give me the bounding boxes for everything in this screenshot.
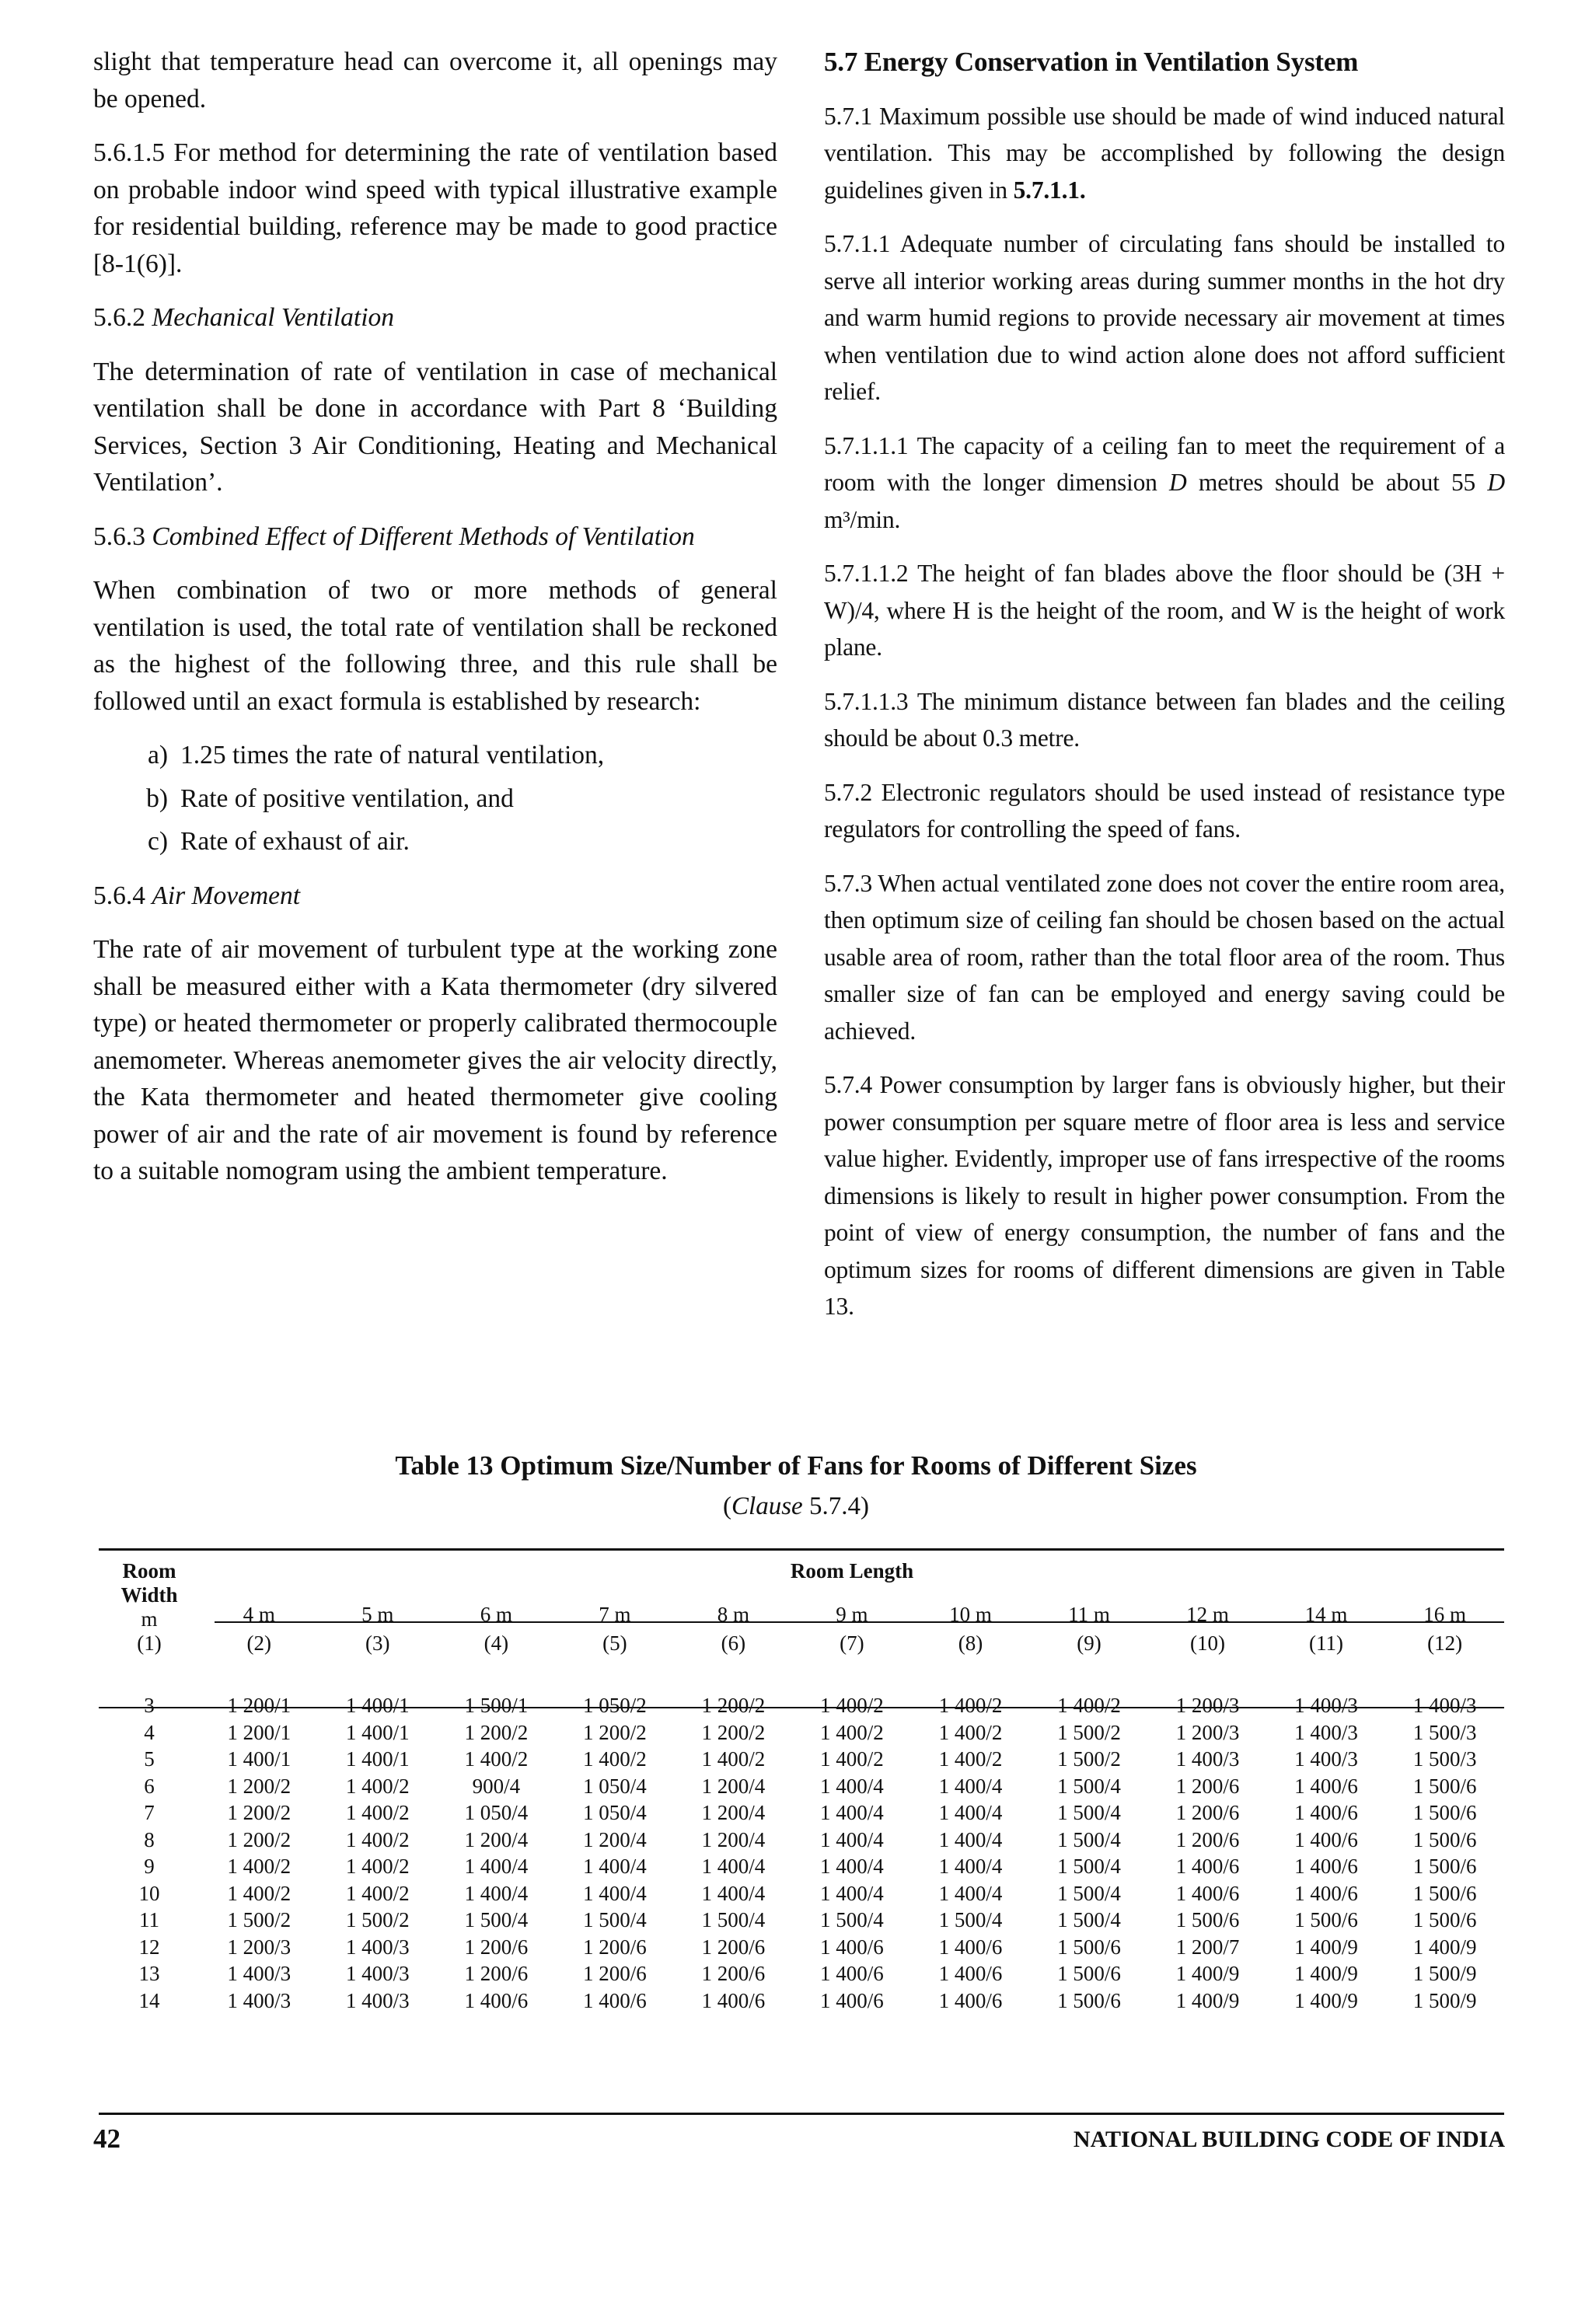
clause-5-7-2: 5.7.2 Electronic regulators should be used instead of resistance type regulators for controlling the speed of fans. [824, 778, 1505, 843]
table-cell: 1 400/6 [1175, 1881, 1240, 1905]
room-width-header: Room Width m [120, 1559, 178, 1631]
room-width-cell: 9 [144, 1855, 155, 1878]
clause-number: 5.7.4 [824, 1071, 873, 1098]
table-cell: 1 500/4 [1057, 1774, 1121, 1798]
table-cell: 1 400/4 [464, 1855, 529, 1878]
left-column [93, 44, 777, 1207]
table-cell: 1 400/2 [345, 1881, 410, 1905]
table-row [99, 1773, 1504, 1800]
table-cell: 1 200/3 [227, 1935, 292, 1959]
table-cell: 1 400/2 [227, 1855, 292, 1878]
table-cell: 1 500/6 [1057, 1962, 1121, 1985]
table-cell: 1 200/4 [701, 1801, 766, 1824]
table-cell: 1 400/2 [345, 1774, 410, 1798]
table-cell: 1 500/6 [1057, 1935, 1121, 1959]
column-number-cell: (8) [958, 1631, 983, 1655]
clause-number: 5.7.1.1.1 [824, 431, 909, 459]
table-cell: 1 500/6 [1412, 1855, 1477, 1878]
table-cell: 1 400/6 [701, 1988, 766, 2012]
clause-number: 5.7.2 [824, 778, 873, 806]
clause-5-6-4-text: The rate of air movement of turbulent type at the working zone shall be measured either with a Kata thermometer (dry silvered type) or heated thermometer or properly calibrated thermocouple anemometer. Whereas anemometer gives the air velocity directly, the Kata thermometer and heated thermometer give cooling power of air and the rate of air movement is found by reference to a suitable nomogram using the ambient temperature. [93, 935, 777, 1185]
table-cell: 1 400/4 [701, 1855, 766, 1878]
table-cell: 1 500/4 [582, 1908, 647, 1931]
table-cell: 1 400/4 [820, 1774, 884, 1798]
table-row [99, 1827, 1504, 1854]
clause-title: Mechanical Ventilation [152, 303, 395, 332]
table-cell: 1 400/9 [1412, 1935, 1477, 1959]
table-cell: 1 200/2 [227, 1774, 292, 1798]
table-cell: 1 500/6 [1175, 1908, 1240, 1931]
table-cell: 1 500/6 [1412, 1827, 1477, 1851]
table-cell: 1 400/2 [1057, 1694, 1121, 1717]
table-cell: 1 200/2 [464, 1720, 529, 1744]
column-number-cell: (1) [137, 1631, 162, 1655]
length-header-cell: 16 m [1423, 1603, 1467, 1627]
column-number-cell: (3) [365, 1631, 390, 1655]
table-cell: 1 500/2 [1057, 1720, 1121, 1744]
table-cell: 1 400/4 [820, 1827, 884, 1851]
table-cell: 1 050/2 [582, 1694, 647, 1717]
table-cell: 1 400/3 [345, 1935, 410, 1959]
table-cell: 1 500/4 [1057, 1827, 1121, 1851]
table-cell: 1 400/4 [938, 1774, 1003, 1798]
clause-number: 5.7.1.1.2 [824, 560, 909, 587]
table-cell: 1 500/2 [227, 1908, 292, 1931]
clause-title: Combined Effect of Different Methods of Ventilation [152, 522, 695, 551]
table-top-rule [99, 1548, 1504, 1551]
table-cell: 1 400/3 [345, 1988, 410, 2012]
column-number-cell: (11) [1309, 1631, 1344, 1655]
table-cell: 1 050/4 [464, 1801, 529, 1824]
list-item: b) Rate of positive ventilation, and [146, 783, 514, 813]
clause-5-7-1-1-2: 5.7.1.1.2 The height of fan blades above the floor should be (3H + W)/4, where H is the height of the room, and W is the height of work plane. [824, 560, 1505, 661]
list-item: c) Rate of exhaust of air. [147, 827, 410, 856]
table-clause: (Clause 5.7.4) [723, 1492, 869, 1520]
table-cell: 1 400/4 [820, 1855, 884, 1878]
column-number-cell: (6) [721, 1631, 746, 1655]
clause-5-7-1-1-3: 5.7.1.1.3 The minimum distance between fan blades and the ceiling should be about 0.3 metre. [824, 687, 1505, 752]
table-cell: 1 200/6 [582, 1962, 647, 1985]
clause-5-7-3: 5.7.3 When actual ventilated zone does not cover the entire room area, then optimum size of ceiling fan should be chosen based on the actual usable area of room, rather than the total floor area of the room. Thus smaller size of fan can be employed and energy saving could be achieved. [824, 869, 1505, 1045]
clause-5-6-1-5 [93, 134, 777, 282]
table-cell: 1 500/6 [1412, 1881, 1477, 1905]
table-cell: 1 200/2 [227, 1801, 292, 1824]
paragraph-continuation: slight that temperature head can overcome it, all openings may be opened. [93, 47, 777, 113]
table-cell: 1 400/2 [227, 1881, 292, 1905]
table-cell: 1 400/3 [1294, 1720, 1358, 1744]
table-row [99, 1675, 1504, 1719]
table-cell: 1 400/6 [1294, 1881, 1358, 1905]
room-width-cell: 7 [144, 1801, 155, 1824]
table-cell: 1 400/3 [227, 1962, 292, 1985]
clause-number: 5.7.1 [824, 102, 873, 130]
clause-number: 5.6.2 [93, 303, 145, 332]
table-cell: 1 400/3 [1412, 1694, 1477, 1717]
table-cell: 1 200/6 [1175, 1827, 1240, 1851]
length-header-cell: 14 m [1304, 1603, 1348, 1627]
table-row [99, 1987, 1504, 2015]
length-header-cell: 9 m [836, 1603, 868, 1627]
table-cell: 1 400/2 [820, 1720, 884, 1744]
table-cell: 1 500/4 [1057, 1801, 1121, 1824]
room-length-header: Room Length [790, 1559, 914, 1582]
length-header-cell: 12 m [1186, 1603, 1229, 1627]
table-cell: 1 500/3 [1412, 1720, 1477, 1744]
room-width-cell: 4 [144, 1720, 155, 1744]
clause-5-7-1: 5.7.1 Maximum possible use should be made of wind induced natural ventilation. This may be accomplished by following the design guidelines given in 5.7.1.1. [824, 102, 1505, 204]
clause-5-7-4: 5.7.4 Power consumption by larger fans is obviously higher, but their power consumption per square metre of floor area is less and service value higher. Evidently, improper use of fans irrespective of the rooms dimensions is likely to result in higher power consumption. From the point of view of energy consumption, the number of fans and the optimum sizes for rooms of different dimensions are given in Table 13. [824, 1071, 1505, 1320]
length-header-cell: 11 m [1068, 1603, 1110, 1627]
table-cell: 1 050/4 [582, 1774, 647, 1798]
table-cell: 1 400/9 [1175, 1988, 1240, 2012]
table-cell: 1 400/3 [345, 1962, 410, 1985]
length-header-cell: 5 m [361, 1603, 394, 1627]
table-cell: 1 500/2 [345, 1908, 410, 1931]
heading-5-6-2 [93, 299, 777, 337]
column-number-cell: (2) [246, 1631, 271, 1655]
table-cell: 1 400/3 [1294, 1694, 1358, 1717]
table-cell: 1 400/4 [820, 1801, 884, 1824]
table-cell: 1 500/4 [1057, 1881, 1121, 1905]
table-cell: 1 500/6 [1412, 1801, 1477, 1824]
table-cell: 1 200/7 [1175, 1935, 1240, 1959]
clause-5-6-3-text: When combination of two or more methods of general ventilation is used, the total rate of ventilation shall be reckoned as the highest of the following three, and this rule shall be followed until an exact formula is established by research: [93, 576, 777, 716]
table-cell: 1 400/6 [820, 1988, 884, 2012]
table-cell: 1 500/9 [1412, 1988, 1477, 2012]
table-cell: 1 400/2 [345, 1855, 410, 1878]
table-cell: 1 400/9 [1294, 1935, 1358, 1959]
length-header-cell: 4 m [243, 1603, 275, 1627]
room-width-cell: 3 [144, 1694, 155, 1717]
room-width-cell: 11 [139, 1908, 159, 1931]
table-cell: 1 400/9 [1294, 1962, 1358, 1985]
clause-5-7-1-1-1: 5.7.1.1.1 The capacity of a ceiling fan to meet the requirement of a room with the longer dimension D metres should be about 55 D m³/min. [824, 431, 1505, 533]
table-cell: 1 200/3 [1175, 1694, 1240, 1717]
table-cell: 1 200/6 [701, 1962, 766, 1985]
room-width-cell: 8 [144, 1827, 155, 1851]
table-cell: 1 400/4 [701, 1881, 766, 1905]
table-cell: 1 500/4 [1057, 1855, 1121, 1878]
table-cell: 1 400/6 [1294, 1855, 1358, 1878]
table-cell: 1 400/4 [820, 1881, 884, 1905]
table-cell: 1 400/3 [1175, 1747, 1240, 1771]
table-cell: 1 500/4 [820, 1908, 884, 1931]
table-cell: 1 500/3 [1412, 1747, 1477, 1771]
table-cell: 1 400/2 [938, 1694, 1003, 1717]
column-number-cell: (7) [840, 1631, 864, 1655]
table-cell: 1 200/4 [582, 1827, 647, 1851]
table-cell: 1 400/6 [1294, 1827, 1358, 1851]
table-cell: 1 200/2 [582, 1720, 647, 1744]
clause-number: 5.7.1.1 [824, 230, 891, 257]
column-number-cell: (10) [1190, 1631, 1225, 1655]
table-cell: 1 400/2 [938, 1720, 1003, 1744]
table-cell: 1 400/6 [1294, 1801, 1358, 1824]
length-header-cell: 10 m [949, 1603, 992, 1627]
table-cell: 1 200/2 [227, 1827, 292, 1851]
page-number: 42 [93, 2123, 120, 2154]
table-cell: 1 500/6 [1412, 1908, 1477, 1931]
clause-number: 5.7.1.1.3 [824, 687, 909, 715]
table-cell: 1 200/2 [701, 1720, 766, 1744]
table-cell: 1 400/3 [227, 1988, 292, 2012]
clause-5-6-2-text: The determination of rate of ventilation in case of mechanical ventilation shall be done in accordance with Part 8 ‘Building Services, Section 3 Air Conditioning, Heating and Mechanical Ventilation’. [93, 357, 777, 497]
table-cell: 1 400/6 [582, 1988, 647, 2012]
table-cell: 1 400/4 [938, 1855, 1003, 1878]
table-cell: 1 200/6 [464, 1962, 529, 1985]
table-cell: 1 200/4 [701, 1774, 766, 1798]
table-cell: 1 400/2 [701, 1747, 766, 1771]
table-cell: 1 400/6 [938, 1935, 1003, 1959]
clause-ref: 5.7.1.1. [1013, 176, 1086, 204]
room-width-cell: 12 [138, 1935, 160, 1959]
clause-number: 5.6.3 [93, 522, 145, 551]
table-cell: 1 200/1 [227, 1720, 292, 1744]
clause-text: For method for determining the rate of ventilation based on probable indoor wind speed with typical illustrative example for residential building, reference may be made to good practice [8-1(6)]. [93, 138, 777, 278]
column-number-cell: (5) [602, 1631, 627, 1655]
table-body [99, 1675, 1504, 2014]
length-header-row [99, 1599, 1504, 1631]
table-cell: 1 200/6 [1175, 1801, 1240, 1824]
column-number-row [99, 1631, 1504, 1675]
clause-number: 5.6.1.5 [93, 138, 166, 167]
room-width-cell: 5 [144, 1747, 155, 1771]
table-cell: 1 400/4 [938, 1801, 1003, 1824]
clause-title: Air Movement [152, 881, 301, 910]
table-cell: 1 200/1 [227, 1694, 292, 1717]
table-cell: 1 200/6 [464, 1935, 529, 1959]
table-cell: 1 400/4 [582, 1881, 647, 1905]
table-cell: 1 400/2 [820, 1747, 884, 1771]
table-row [99, 1853, 1504, 1880]
room-width-cell: 6 [144, 1774, 155, 1798]
table-cell: 1 400/1 [345, 1694, 410, 1717]
table-cell: 1 500/4 [701, 1908, 766, 1931]
table-cell: 900/4 [472, 1774, 521, 1798]
length-header-cell: 6 m [480, 1603, 512, 1627]
table-cell: 1 400/1 [345, 1747, 410, 1771]
table-cell: 1 050/4 [582, 1801, 647, 1824]
table-cell: 1 500/2 [1057, 1747, 1121, 1771]
table-cell: 1 400/2 [820, 1694, 884, 1717]
heading-5-6-3 [93, 518, 777, 556]
table-cell: 1 200/2 [701, 1694, 766, 1717]
section-title: 5.7 Energy Conservation in Ventilation System [824, 47, 1359, 77]
table-cell: 1 400/6 [464, 1988, 529, 2012]
table-cell: 1 500/4 [938, 1908, 1003, 1931]
table-cell: 1 400/2 [582, 1747, 647, 1771]
table-cell: 1 400/4 [938, 1827, 1003, 1851]
table-cell: 1 400/6 [938, 1988, 1003, 2012]
table-cell: 1 400/4 [582, 1855, 647, 1878]
table-title: Optimum Size/Number of Fans for Rooms of Different Sizes [500, 1450, 1197, 1481]
table-caption [0, 1450, 1592, 1481]
table-cell: 1 400/4 [938, 1881, 1003, 1905]
table-cell: 1 200/3 [1175, 1720, 1240, 1744]
length-header-cell: 8 m [717, 1603, 750, 1627]
table-cell: 1 500/4 [464, 1908, 529, 1931]
table-cell: 1 200/6 [582, 1935, 647, 1959]
room-width-cell: 13 [138, 1962, 160, 1985]
table-cell: 1 500/6 [1412, 1774, 1477, 1798]
table-cell: 1 400/6 [1175, 1855, 1240, 1878]
table-cell: 1 400/2 [345, 1801, 410, 1824]
table-row [99, 1880, 1504, 1907]
room-width-cell: 10 [138, 1881, 160, 1905]
table-cell: 1 400/9 [1175, 1962, 1240, 1985]
running-footer: NATIONAL BUILDING CODE OF INDIA [1073, 2127, 1505, 2152]
clause-5-7-1-1: 5.7.1.1 Adequate number of circulating fans should be installed to serve all interior working areas during summer months in the hot dry and warm humid regions to provide necessary air movement at times when ventilation due to wind action alone does not afford sufficient relief. [824, 230, 1506, 405]
table-cell: 1 400/1 [227, 1747, 292, 1771]
right-column [824, 44, 1505, 1342]
clause-number: 5.6.4 [93, 881, 145, 910]
table-cell: 1 500/9 [1412, 1962, 1477, 1985]
table-cell: 1 400/2 [938, 1747, 1003, 1771]
table-cell: 1 500/6 [1294, 1908, 1358, 1931]
table-row [99, 1960, 1504, 1987]
table-cell: 1 400/4 [464, 1881, 529, 1905]
table-cell: 1 500/6 [1057, 1988, 1121, 2012]
table-cell: 1 500/1 [464, 1694, 529, 1717]
table-cell: 1 400/2 [345, 1827, 410, 1851]
table-cell: 1 500/4 [1057, 1908, 1121, 1931]
fan-size-table [99, 1551, 1504, 2014]
table-cell: 1 400/9 [1294, 1988, 1358, 2012]
table-cell: 1 400/6 [820, 1935, 884, 1959]
table-cell: 1 400/1 [345, 1720, 410, 1744]
table-number: Table 13 [395, 1450, 494, 1481]
clause-number: 5.7.3 [824, 869, 873, 897]
table-cell: 1 200/6 [1175, 1774, 1240, 1798]
table-row [99, 1799, 1504, 1827]
room-width-cell: 14 [138, 1988, 160, 2012]
column-number-cell: (9) [1077, 1631, 1101, 1655]
column-number-cell: (4) [484, 1631, 509, 1655]
length-header-cell: 7 m [599, 1603, 631, 1627]
table-bottom-rule [99, 2113, 1504, 2115]
table-row [99, 1934, 1504, 1961]
table-cell: 1 200/6 [701, 1935, 766, 1959]
table-cell: 1 200/4 [464, 1827, 529, 1851]
methods-list [93, 737, 777, 860]
heading-5-6-4 [93, 878, 777, 915]
table-row [99, 1719, 1504, 1746]
table-row [99, 1907, 1504, 1934]
table-cell: 1 200/4 [701, 1827, 766, 1851]
list-item: a) 1.25 times the rate of natural ventilation, [147, 741, 605, 769]
column-number-cell: (12) [1427, 1631, 1463, 1655]
table-cell: 1 400/2 [464, 1747, 529, 1771]
table-cell: 1 400/6 [938, 1962, 1003, 1985]
table-cell: 1 400/3 [1294, 1747, 1358, 1771]
table-cell: 1 400/6 [1294, 1774, 1358, 1798]
table-cell: 1 400/6 [820, 1962, 884, 1985]
table-row [99, 1746, 1504, 1773]
